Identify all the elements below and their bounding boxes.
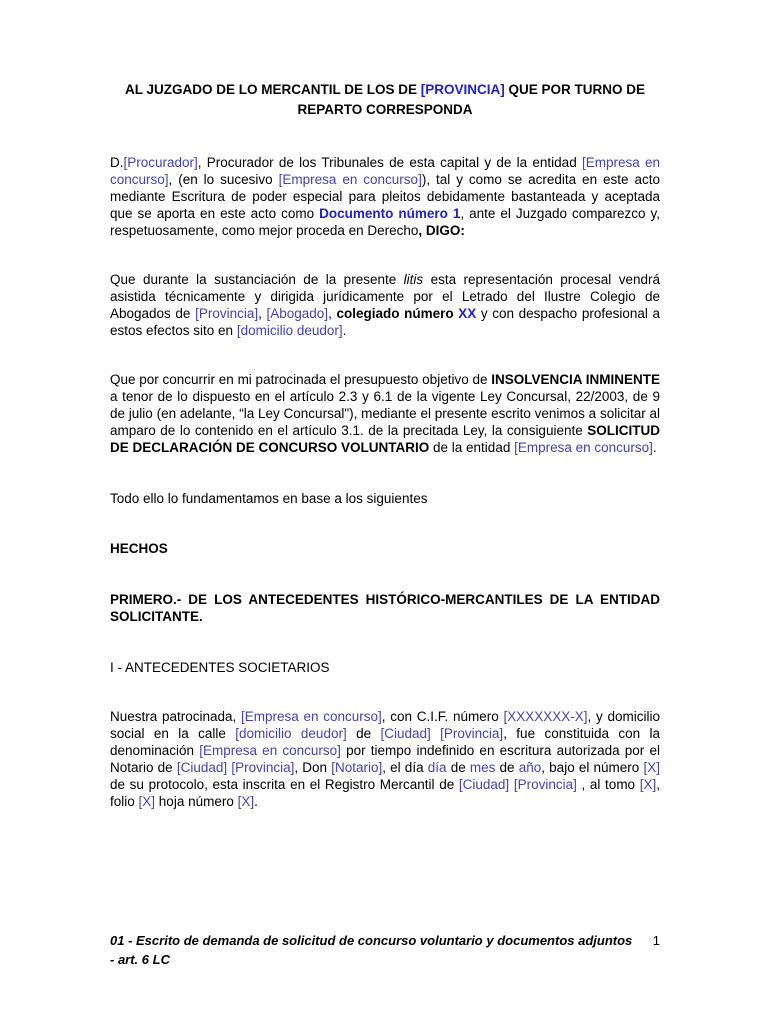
text-segment: D. [110,155,124,170]
text-segment: y con despacho profesional a estos efectos sito en [110,306,660,338]
placeholder-field: [Procurador] [123,155,198,170]
text-segment: AL JUZGADO DE LO MERCANTIL DE LOS DE [124,82,421,97]
p-patrocinada [110,708,660,810]
text-segment: colegiado número [336,306,459,321]
text-segment: de [495,760,519,775]
placeholder-field: mes [469,760,496,775]
document-body [110,80,660,810]
h-societarios [110,659,660,676]
h-hechos [110,540,660,557]
text-segment: , bajo el número [541,760,644,775]
placeholder-field: XX [458,306,477,321]
placeholder-field: [PROVINCIA] [420,82,505,97]
text-segment: ), tal y como se acredita en este acto mediante Escritura de poder especial para pleitos debidamente bastanteada y aceptada que se aporta en este acto como [110,172,660,221]
placeholder-field: [Provincia] [195,306,259,321]
placeholder-field: [Ciudad] [458,777,510,792]
p-insolvencia [110,371,660,456]
text-segment: , fue constituida con la denominación [110,726,660,758]
text-segment: , Don [294,760,332,775]
page-number: 1 [652,933,660,948]
text-segment: QUE POR TURNO DE REPARTO CORRESPONDA [297,82,646,117]
p-letrado [110,271,660,339]
text-segment: Todo ello lo fundamentamos en base a los siguientes [110,491,428,506]
placeholder-field: [XXXXXXX-X] [503,709,588,724]
text-segment: hoja número [155,794,238,809]
text-segment: , [258,306,267,321]
text-segment: , Procurador de los Tribunales de esta capital y de la entidad [197,155,582,170]
placeholder-field: [Provincia] [513,777,577,792]
placeholder-field: [X] [643,760,660,775]
text-segment [431,726,440,741]
placeholder-field: año [518,760,542,775]
placeholder-field: [Provincia] [440,726,504,741]
text-segment: , con C.I.F. número [381,709,504,724]
placeholder-field: [Empresa en concurso] [110,155,660,187]
text-segment: . [652,440,657,455]
doc-title [110,80,660,120]
text-segment: de la entidad [429,440,515,455]
text-segment: HECHOS [110,541,168,556]
text-segment: esta representación procesal vendrá asistida técnicamente y dirigida jurídicamente por el Letrado del Ilustre Colegio de Abogados de [110,272,660,321]
placeholder-field: [domicilio deudor] [236,323,343,338]
text-segment: Que durante la sustanciación de la presente [110,272,404,287]
text-segment: , ante el Juzgado comparezco y, respetuosamente, como mejor proceda en Derecho [110,206,660,238]
text-segment: . [254,794,258,809]
text-segment: , [328,306,337,321]
text-segment: a tenor de lo dispuesto en el artículo 2.3 y 6.1 de la vigente Ley Concursal, 22/2003, de 9 de julio (en adelante, “la Ley Concursal"), mediante el presente escrito venimos a solicitar al amparo de lo contenido en el artículo 3.1. de la precitada Ley, la consiguiente [110,389,660,438]
placeholder-field: [X] [138,794,156,809]
text-segment: de su protocolo, esta inscrita en el Registro Mercantil de [110,777,459,792]
placeholder-field: [X] [639,777,657,792]
placeholder-field: [Empresa en concurso] [514,440,653,455]
placeholder-field: [Abogado] [266,306,329,321]
footer-title: 01 - Escrito de demanda de solicitud de concurso voluntario y documentos adjuntos - art. 6 LC [110,933,633,967]
text-segment: PRIMERO.- DE LOS ANTECEDENTES HISTÓRICO-MERCANTILES DE LA ENTIDAD SOLICITANTE. [110,592,660,624]
text-segment: Que por concurrir en mi patrocinada el presupuesto objetivo de [110,372,492,387]
text-segment: de [446,760,470,775]
placeholder-field: [Empresa en concurso] [278,172,422,187]
text-segment: , DIGO: [418,223,465,238]
p-fundamentos [110,490,660,507]
placeholder-field: [domicilio deudor] [235,726,347,741]
text-segment: por tiempo indefinido en escritura autorizada por el Notario de [110,743,660,775]
text-segment: , al tomo [576,777,640,792]
text-segment: , y domicilio social en la calle [110,709,660,741]
text-segment: SOLICITUD DE DECLARACIÓN DE CONCURSO VOLUNTARIO [110,423,660,455]
placeholder-field: [X] [237,794,255,809]
page-footer [110,931,660,969]
placeholder-field: día [427,760,447,775]
placeholder-field: [Ciudad] [176,760,228,775]
text-segment: litis [403,272,424,287]
placeholder-field: [Empresa en concurso] [241,709,382,724]
text-segment: , folio [110,777,660,809]
h-primero [110,591,660,625]
placeholder-field: [Empresa en concurso] [199,743,341,758]
text-segment: INSOLVENCIA INMINENTE [491,372,660,387]
text-segment: de [346,726,381,741]
placeholder-field: Documento número 1 [319,206,461,221]
text-segment: , el día [382,760,428,775]
text-segment: . [342,323,347,338]
placeholder-field: [Notario] [331,760,383,775]
text-segment: Nuestra patrocinada, [110,709,242,724]
text-segment: I - ANTECEDENTES SOCIETARIOS [110,660,330,675]
placeholder-field: [Ciudad] [380,726,431,741]
placeholder-field: [Provincia] [231,760,295,775]
p-procurador [110,154,660,239]
text-segment: , (en lo sucesivo [168,172,279,187]
